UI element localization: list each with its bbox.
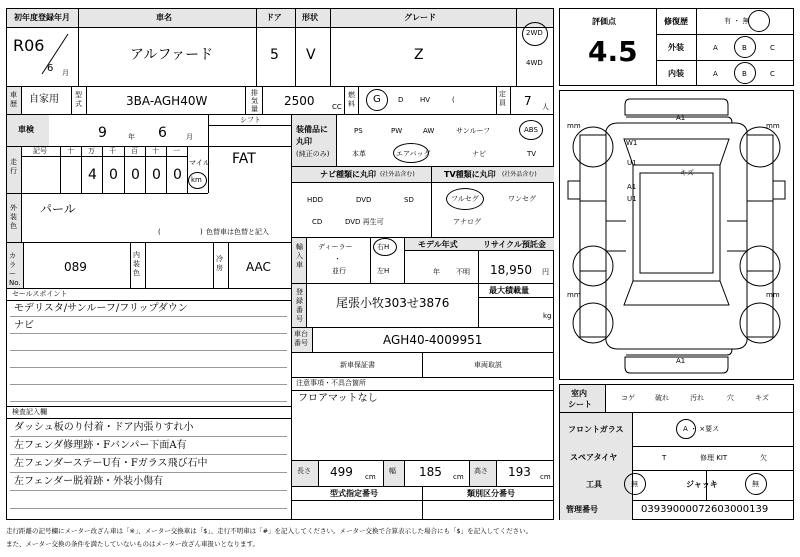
recycle-label: リサイクル預託金: [483, 240, 546, 249]
seat-label-a: 室内: [571, 389, 587, 398]
mm-label-2: mm: [567, 291, 581, 299]
digit-head-1: 万: [88, 147, 95, 155]
length-unit: cm: [365, 473, 376, 481]
mark-u1: U1: [627, 159, 637, 167]
model-label: 型式: [75, 91, 82, 108]
plate-label: 登録番号: [296, 288, 303, 323]
notes-label: 注意事項・不具合箇所: [296, 379, 366, 387]
eq-aw: AW: [423, 127, 435, 135]
width-label: 幅: [389, 467, 396, 475]
car-diagram: [560, 91, 793, 379]
displacement-value: 2500: [284, 94, 315, 108]
type-designation: 型式指定番号: [330, 489, 378, 498]
shift-value: FAT: [232, 151, 256, 167]
paint-open: (: [158, 228, 161, 236]
model-year-unknown: 不明: [456, 268, 470, 276]
selling-line-0: モデリスタ/サンルーフ/フリップダウン: [14, 303, 188, 314]
new-warranty: 新車保証書: [340, 361, 375, 369]
jack-value: 無: [752, 480, 759, 488]
mark-u1-center: U1: [627, 195, 637, 203]
model-year-label: モデル年式: [418, 240, 458, 249]
eq-abs: ABS: [524, 126, 538, 134]
footer-line-1: 走行距離の記号欄にメーター改ざん車は「※」、メーター交換車は「$」、走行不明車は「#」を記入してください。メーター交換で合算表示した場合にも「$」を記入してください。: [6, 527, 533, 535]
first-reg-month: 6: [47, 63, 54, 74]
inspection-year-unit: 年: [128, 133, 135, 141]
inspector-line-0: ダッシュ板のり付着・ドア内張りすれ小: [14, 422, 194, 433]
import-parallel: 並行: [332, 267, 346, 275]
mgmt-value: 03939000072603000139: [641, 504, 769, 515]
mile-label: マイル: [189, 159, 210, 167]
ext-grade-c: C: [770, 44, 775, 52]
height-label: 高さ: [474, 467, 488, 475]
windshield-label: フロントガラス: [568, 425, 624, 434]
exterior-label: 外装: [668, 43, 684, 52]
seat-label-b: シート: [568, 400, 592, 409]
color-value: パール: [40, 202, 76, 216]
seat-dirt: 汚れ: [690, 394, 704, 402]
repair-label: 修復歴: [664, 17, 688, 26]
model-value: 3BA-AGH40W: [126, 94, 208, 108]
drive-2wd: 2WD: [526, 29, 543, 37]
ext-grade-b: B: [742, 44, 747, 52]
import-dot: ・: [334, 255, 341, 263]
height-unit: cm: [540, 473, 551, 481]
eq-airbag: エアバッグ: [396, 150, 431, 158]
tools-label: 工具: [586, 480, 602, 489]
nav-dvd: DVD: [356, 196, 372, 204]
import-dealer: ディーラー: [318, 243, 353, 251]
footer-line-2: また、メーター交換の条件を満たしていないものはメーター改ざん車扱いとなります。: [6, 540, 259, 548]
left-h: 左H: [377, 267, 390, 275]
nav-type-label: ナビ種類に丸印: [320, 170, 376, 179]
sign-label: 記号: [33, 147, 47, 155]
digit-head-4: 十: [152, 147, 159, 155]
fuel-d: D: [398, 96, 404, 104]
grade-value: Z: [414, 47, 424, 63]
eq-sunroof: サンルーフ: [456, 127, 491, 135]
tv-type-label: TV種類に丸印: [444, 170, 496, 179]
inspection-year: 9: [98, 125, 107, 141]
shape-value: V: [306, 47, 316, 63]
manual: 車両取説: [474, 361, 502, 369]
ext-grade-a: A: [713, 44, 718, 52]
mm-label-0: mm: [567, 122, 581, 130]
displacement-unit: CC: [332, 103, 342, 111]
ac-label: 冷房: [216, 255, 223, 272]
eq-ps: PS: [354, 127, 363, 135]
door-label: ドア: [266, 13, 282, 22]
model-year-year: 年: [433, 268, 440, 276]
tools-value: 無: [631, 480, 638, 488]
digit-1: 4: [88, 167, 97, 183]
max-load-unit: kg: [543, 312, 552, 320]
tv-fullseg: フルセグ: [451, 195, 479, 203]
mark-a1-left: A1: [627, 183, 637, 191]
nav-hdd: HDD: [307, 196, 324, 204]
notes-line-0: フロアマットなし: [298, 393, 378, 404]
digit-head-0: 十: [67, 147, 74, 155]
int-grade-a: A: [713, 70, 718, 78]
inspector-label: 検査記入欄: [12, 408, 47, 416]
shape-label: 形状: [302, 13, 318, 22]
jack-label: ジャッキ: [686, 480, 718, 489]
mark-a1-bottom: A1: [676, 357, 686, 365]
inspection-month-unit: 月: [186, 133, 193, 141]
first-reg-value: R06: [13, 36, 45, 55]
interior-label: 内装: [668, 69, 684, 78]
selling-line-1: ナビ: [14, 320, 34, 331]
digit-5: 0: [173, 167, 182, 183]
chassis-label: 車台番号: [294, 330, 308, 347]
width-unit: cm: [453, 473, 464, 481]
height-value: 193: [508, 465, 531, 479]
tv-analog: アナログ: [453, 218, 481, 226]
max-load-label: 最大積載量: [489, 286, 529, 295]
eq-nav: ナビ: [472, 150, 486, 158]
width-value: 185: [419, 465, 442, 479]
mm-label-3: mm: [766, 291, 780, 299]
int-grade-b: B: [742, 70, 747, 78]
eq-leather: 本革: [352, 150, 366, 158]
displacement-label: 排気量: [251, 89, 258, 113]
score-value: 4.5: [588, 35, 638, 68]
nav-type-sub: (社外品含む): [380, 171, 415, 178]
month-unit: 月: [62, 69, 69, 77]
ac-value: AAC: [246, 260, 271, 274]
color-no-label: カラーNo.: [9, 252, 21, 287]
first-reg-label: 初年度登録年月: [14, 13, 70, 22]
car-name-label: 車名: [156, 13, 172, 22]
paint-note: 色替車は色替と記入: [206, 228, 269, 236]
inspection-month: 6: [158, 125, 167, 141]
shift-label: シフト: [240, 116, 261, 124]
car-name-value: アルファード: [130, 47, 214, 63]
equipment-label-b: 丸印: [296, 137, 312, 146]
capacity-unit: 人: [542, 103, 549, 111]
class-number: 類別区分番号: [467, 489, 515, 498]
repair-options: 有 ・ 無: [724, 17, 750, 25]
equipment-label-a: 装備品に: [296, 125, 328, 134]
nav-dvd-play: DVD 再生可: [345, 218, 384, 226]
nav-sd: SD: [404, 196, 414, 204]
fuel-other: (: [452, 96, 455, 104]
tv-type-sub: (社外品含む): [502, 171, 537, 178]
mark-a1-top: A1: [676, 114, 686, 122]
mm-label-1: mm: [766, 122, 780, 130]
digit-4: 0: [152, 167, 161, 183]
mgmt-label: 管理番号: [566, 505, 598, 514]
mileage-label: 走行: [10, 158, 17, 175]
usage-label: 車歴: [10, 91, 17, 108]
score-label: 評価点: [592, 17, 616, 26]
inspection-label: 車検: [18, 125, 34, 134]
nav-cd: CD: [312, 218, 323, 226]
eq-tv: TV: [527, 150, 537, 158]
import-label: 輸入車: [296, 243, 303, 269]
digit-head-5: 一: [173, 147, 180, 155]
windshield-options: A ・ ×要ス: [683, 425, 720, 433]
equipment-sub: (純正のみ): [296, 150, 330, 158]
fuel-hv: HV: [420, 96, 431, 104]
spare-none: 欠: [760, 454, 767, 462]
digit-3: 0: [131, 167, 140, 183]
digit-head-2: 千: [109, 147, 116, 155]
spare-t: T: [662, 454, 667, 462]
chassis-value: AGH40-4009951: [383, 333, 483, 347]
inspector-line-3: 左フェンダー脱着跡・外装小傷有: [14, 476, 164, 487]
color-label: 外装色: [10, 204, 17, 230]
inspector-line-2: 左フェンダーステーU有・Fガラス飛び石中: [14, 458, 208, 469]
capacity-label: 定員: [499, 90, 506, 107]
spare-label: スペアタイヤ: [570, 453, 618, 462]
fuel-label: 燃料: [348, 91, 355, 108]
selling-label: セールスポイント: [12, 290, 68, 298]
capacity-value: 7: [524, 94, 532, 108]
tv-oneseg: ワンセグ: [508, 195, 536, 203]
digit-head-3: 百: [131, 147, 138, 155]
fuel-g: G: [373, 94, 381, 105]
mark-kizu: キズ: [680, 169, 694, 177]
grade-label: グレード: [404, 13, 436, 22]
int-grade-c: C: [770, 70, 775, 78]
interior-color-label: 内装色: [133, 251, 140, 277]
seat-scratch: キズ: [755, 394, 769, 402]
usage-value: 自家用: [29, 94, 59, 105]
seat-kogeme: コゲ: [621, 394, 635, 402]
repair-none-circle: [748, 10, 770, 32]
right-h: 右H: [377, 243, 390, 251]
paint-close: ): [200, 228, 203, 236]
seat-hole: 穴: [727, 394, 734, 402]
inspector-line-1: 左フェンダ修理跡・Fバンパー下面A有: [14, 440, 187, 451]
digit-2: 0: [109, 167, 118, 183]
eq-pw: PW: [391, 127, 403, 135]
length-value: 499: [330, 465, 353, 479]
spare-kit: 修理 KIT: [700, 454, 728, 462]
seat-tear: 破れ: [655, 394, 669, 402]
length-label: 長さ: [297, 467, 311, 475]
drive-4wd: 4WD: [526, 59, 543, 67]
recycle-unit: 円: [542, 268, 549, 276]
km-label: km: [191, 176, 202, 184]
plate-value: 尾張小牧303せ3876: [336, 296, 450, 310]
color-no-value: 089: [64, 260, 87, 274]
recycle-value: 18,950: [490, 263, 532, 277]
mark-w1: W1: [626, 139, 638, 147]
door-value: 5: [270, 47, 279, 63]
